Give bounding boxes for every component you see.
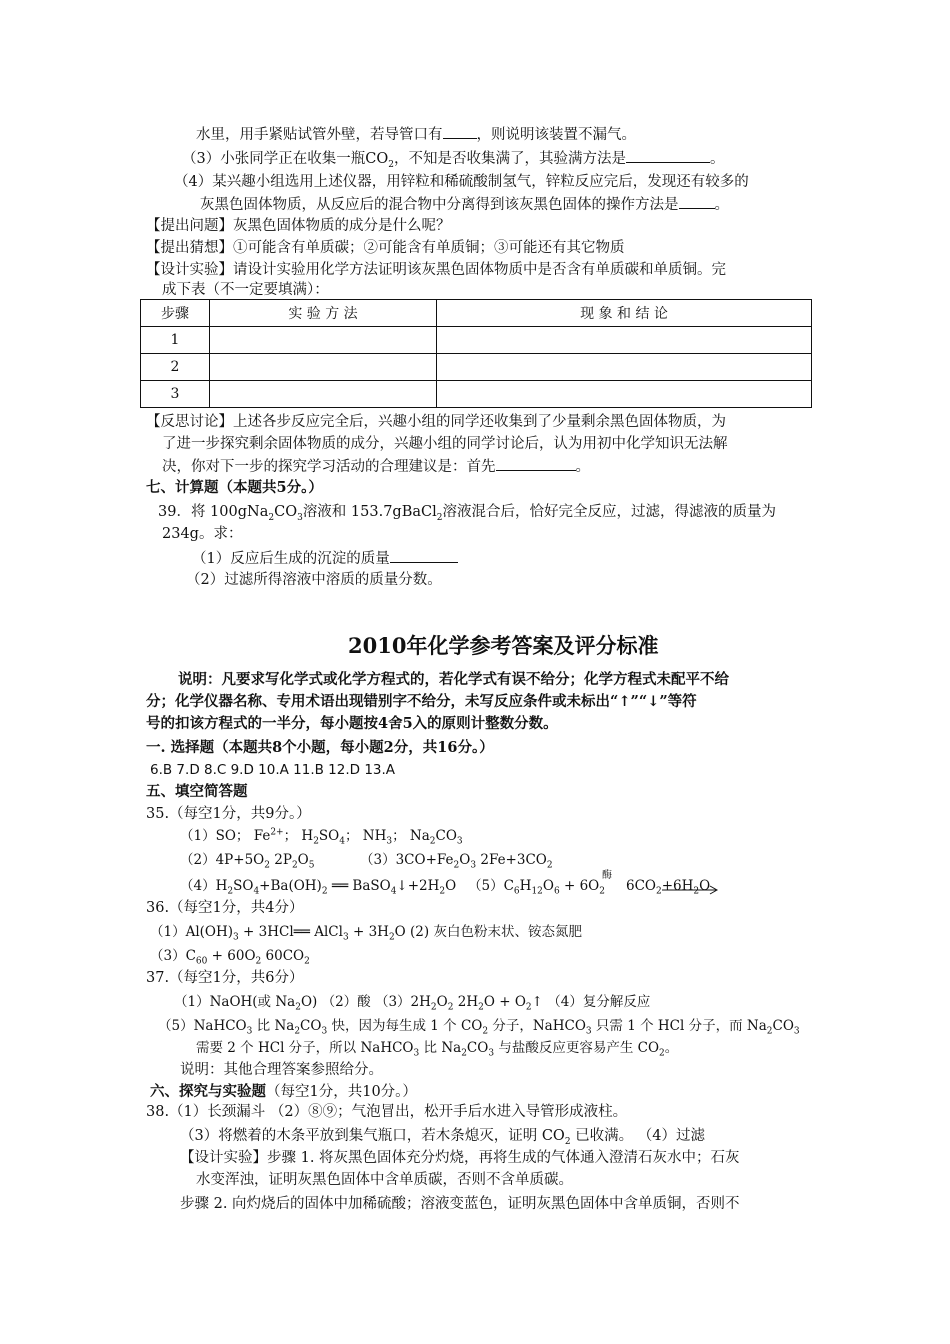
- text-line: 35.（每空1分，共9分。）: [146, 806, 311, 822]
- text-line: 分；化学仪器名称、专用术语出现错别字不给分，未写反应条件或未标出“↑”“↓”等符: [146, 693, 697, 710]
- text-line: （5）NaHCO$_3$ 比 $Na_2CO_3$ 快，因为每生成 1 个 $CO_2$ 分子，NaHCO$_3$ 只需 1 个 HCl 分子，而 $Na_2CO_3$: [158, 1018, 800, 1037]
- table-cell: 3: [141, 381, 210, 408]
- text-line: （1）SO； $Fe^{2+}$； $H_2SO_4$； $NH_3$； $Na_2CO_3$: [180, 827, 463, 847]
- text-line: 需要 2 个 HCl 分子，所以 NaHCO$_3$ 比 $Na_2CO_3$ 与盐酸反应更容易产生 $CO_2$。: [196, 1040, 679, 1059]
- text-line: 【提出问题】灰黑色固体物质的成分是什么呢？: [146, 218, 451, 234]
- text-line: 6.B 7.D 8.C 9.D 10.A 11.B 12.D 13.A: [150, 762, 396, 778]
- section-heading: 七、计算题（本题共5分。）: [146, 479, 323, 496]
- text-line: $(4)H_2SO_4+Ba(OH)_2$ ══ $BaSO_4↓+2H_2O$: [180, 878, 457, 897]
- table-row: [141, 354, 812, 381]
- text-line: （3）将燃着的木条平放到集气瓶口，若木条熄灭，证明 $CO_2$ 已收满。 （4）过滤: [180, 1128, 706, 1147]
- text-line: 234g。求：: [162, 526, 243, 542]
- text-line: $(2)4P+5O_2$ $2P_2O_5$: [180, 852, 315, 871]
- table-row: [141, 327, 812, 354]
- text-line: 决，你对下一步的探究学习活动的合理建议是：首先 。: [162, 456, 590, 477]
- section-heading: 五、填空简答题: [146, 783, 248, 800]
- text-line: 38.（1）长颈漏斗 （2）⑧⑨；气泡冒出，松开手后水进入导管形成液柱。: [146, 1104, 628, 1120]
- text-line: （3）小张同学正在收集一瓶$CO_2$，不知是否收集满了，其验满方法是 。: [182, 148, 724, 169]
- text-line: $(1)Al(OH)_3$ + 3HCl══ AlCl$_3$ + $3H_2O$ (2) 灰白色粉末状、铵态氮肥: [150, 924, 582, 943]
- text-line: （2）过滤所得溶液中溶质的质量分数。: [186, 572, 442, 588]
- enzyme-label: 酶: [602, 870, 612, 881]
- table-header: 步骤: [141, 300, 210, 327]
- text-line: 【设计实验】步骤 1. 将灰黑色固体充分灼烧，再将生成的气体通入澄清石灰水中；石灰: [180, 1150, 740, 1166]
- table-header: 实 验 方 法: [210, 300, 437, 327]
- table-cell: 2: [141, 354, 210, 381]
- text-line: 36.（每空1分，共4分）: [146, 900, 304, 916]
- text-line: 步骤 2. 向灼烧后的固体中加稀硫酸；溶液变蓝色，证明灰黑色固体中含单质铜，否则不: [180, 1196, 740, 1212]
- text-line: 水变浑浊，证明灰黑色固体中含单质碳，否则不含单质碳。: [196, 1172, 573, 1188]
- text-line: 【反思讨论】上述各步反应完全后，兴趣小组的同学还收集到了少量剩余黑色固体物质，为: [146, 414, 726, 430]
- text-line: 39．将 $100gNa_2CO_3$溶液和 153.7gBaCl$_2$溶液混合后，恰好完全反应，过滤，得滤液的质量为: [158, 504, 776, 523]
- reaction-arrow-icon: [662, 884, 722, 896]
- text-line: （1）反应后生成的沉淀的质量: [192, 548, 458, 569]
- text-line: 【设计实验】请设计实验用化学方法证明该灰黑色固体物质中是否含有单质碳和单质铜。完: [146, 262, 726, 278]
- text-line: 号的扣该方程式的一半分，每小题按4舍5入的原则计整数分数。: [146, 715, 558, 732]
- section-heading: 一. 选择题（本题共8个小题，每小题2分，共16分。）: [146, 739, 494, 756]
- text-line: $6CO_2+6H_2O$: [626, 878, 711, 897]
- table-cell: 1: [141, 327, 210, 354]
- text-line: 说明：凡要求写化学式或化学方程式的，若化学式有误不给分；化学方程式未配平不给: [178, 671, 729, 688]
- text-line: 【提出猜想】①可能含有单质碳；②可能含有单质铜；③可能还有其它物质: [146, 240, 625, 256]
- page-title: 2010年化学参考答案及评分标准: [348, 633, 659, 658]
- text-line: 水里，用手紧贴试管外壁，若导管口有 ，则说明该装置不漏气。: [196, 124, 636, 145]
- text-line: 37.（每空1分，共6分）: [146, 970, 304, 986]
- text-line: $(3)C_{60} + 60O_2$ $60CO_2$: [150, 948, 310, 967]
- text-line: （4）某兴趣小组选用上述仪器，用锌粒和稀硫酸制氢气，锌粒反应完后，发现还有较多的: [174, 174, 749, 190]
- text-line: 灰黑色固体物质，从反应后的混合物中分离得到该灰黑色固体的操作方法是 。: [200, 194, 729, 215]
- text-line: $(3)3CO+Fe_2O_3$ $2Fe+3CO_2$: [360, 852, 553, 871]
- table-row: [141, 381, 812, 408]
- table-header: 现 象 和 结 论: [437, 300, 812, 327]
- text-line: 说明：其他合理答案参照给分。: [180, 1062, 383, 1078]
- text-line: 成下表（不一定要填满）：: [162, 282, 329, 298]
- text-line: 了进一步探究剩余固体物质的成分，兴趣小组的同学讨论后，认为用初中化学知识无法解: [162, 436, 728, 452]
- experiment-table: [140, 299, 812, 408]
- text-line: $(5)C_6H_{12}O_6 + 6O_2$: [468, 878, 605, 897]
- text-line: （1）NaOH(或 $Na_2O$) （2）酸 $(3)2H_2O_2$ $2H_2O$ + $O_2↑$ （4）复分解反应: [174, 994, 651, 1013]
- table-header-row: [141, 300, 812, 327]
- section-heading: 六、探究与实验题（每空1分，共10分。）: [150, 1083, 417, 1100]
